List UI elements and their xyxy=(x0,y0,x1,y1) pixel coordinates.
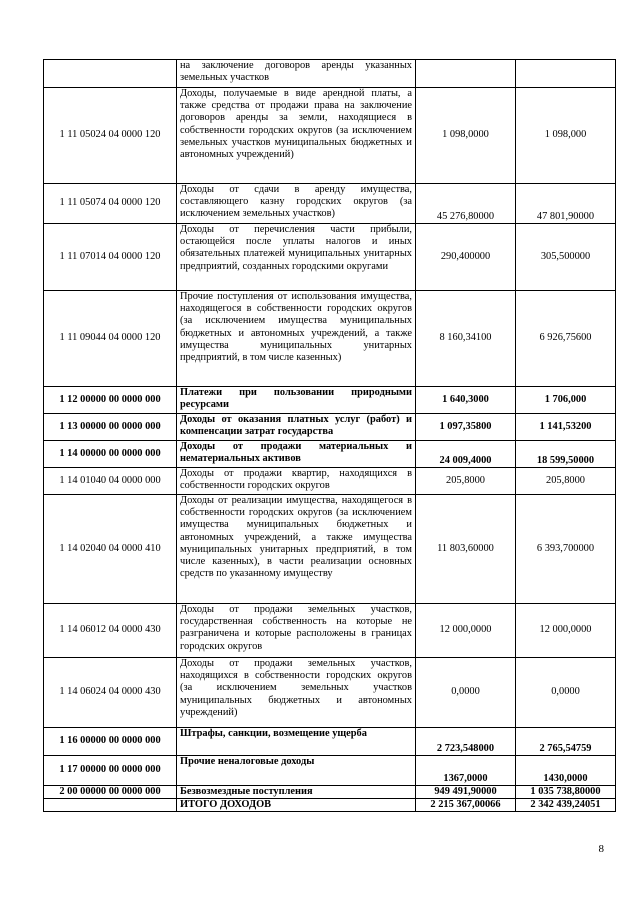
row-value-year-2: 1 141,53200 xyxy=(516,414,616,441)
row-value-year-1: 0,0000 xyxy=(416,658,516,728)
row-code: 2 00 00000 00 0000 000 xyxy=(44,786,177,799)
row-value-year-2: 12 000,0000 xyxy=(516,604,616,658)
row-code: 1 11 09044 04 0000 120 xyxy=(44,291,177,387)
row-description: Доходы от сдачи в аренду имущества, составляющего казну городских округов (за исключением земельных участков) xyxy=(177,184,416,224)
row-value-year-2: 1 706,000 xyxy=(516,387,616,414)
row-description: Доходы, получаемые в виде арендной платы, а также средства от продажи права на заключение договоров аренды за земли, находящиеся в собственности городских округов (за исключением земельных участков муниципальных бюджетных и автономных учреждений) xyxy=(177,88,416,184)
row-description: Доходы от продажи квартир, находящихся в собственности городских округов xyxy=(177,468,416,495)
row-code xyxy=(44,799,177,812)
row-code: 1 17 00000 00 0000 000 xyxy=(44,756,177,786)
row-value-year-1: 1 097,35800 xyxy=(416,414,516,441)
row-value-year-1: 1 098,0000 xyxy=(416,88,516,184)
row-value-year-2: 2 342 439,24051 xyxy=(516,799,616,812)
row-value-year-2: 205,8000 xyxy=(516,468,616,495)
page-number: 8 xyxy=(598,843,604,855)
row-description: Доходы от продажи материальных и нематериальных активов xyxy=(177,441,416,468)
table-row xyxy=(44,184,616,224)
table-row xyxy=(44,60,616,88)
row-value-year-1: 2 215 367,00066 xyxy=(416,799,516,812)
budget-income-table xyxy=(43,59,616,812)
row-description: Доходы от продажи земельных участков, находящихся в собственности городских округов (за исключением земельных участков муниципальных бюджетных и автономных учреждений) xyxy=(177,658,416,728)
table-row xyxy=(44,414,616,441)
row-code xyxy=(44,60,177,88)
table-row xyxy=(44,786,616,799)
row-value-year-1: 949 491,90000 xyxy=(416,786,516,799)
table-row xyxy=(44,756,616,786)
row-code: 1 13 00000 00 0000 000 xyxy=(44,414,177,441)
row-description: Безвозмездные поступления xyxy=(177,786,416,799)
row-code: 1 14 00000 00 0000 000 xyxy=(44,441,177,468)
table-row xyxy=(44,224,616,291)
row-value-year-2: 0,0000 xyxy=(516,658,616,728)
row-description: Прочие неналоговые доходы xyxy=(177,756,416,786)
row-value-year-2: 2 765,54759 xyxy=(516,728,616,756)
row-value-year-2: 47 801,90000 xyxy=(516,184,616,224)
row-value-year-2: 1 098,000 xyxy=(516,88,616,184)
row-description: Доходы от реализации имущества, находящегося в собственности городских округов (за исключением имущества муниципальных бюджетных и автономных учреждений, а также имущества муниципальных унитарных предприятий, в том числе казенных), в части реализации основных средств по указанному имуществу xyxy=(177,495,416,604)
row-value-year-2: 1430,0000 xyxy=(516,756,616,786)
row-value-year-1: 8 160,34100 xyxy=(416,291,516,387)
row-value-year-2: 1 035 738,80000 xyxy=(516,786,616,799)
row-code: 1 11 05074 04 0000 120 xyxy=(44,184,177,224)
row-value-year-1: 11 803,60000 xyxy=(416,495,516,604)
row-value-year-1 xyxy=(416,60,516,88)
row-value-year-1: 2 723,548000 xyxy=(416,728,516,756)
table-row xyxy=(44,495,616,604)
row-code: 1 12 00000 00 0000 000 xyxy=(44,387,177,414)
row-value-year-1: 12 000,0000 xyxy=(416,604,516,658)
row-value-year-2: 305,500000 xyxy=(516,224,616,291)
row-value-year-1: 290,400000 xyxy=(416,224,516,291)
table-row xyxy=(44,291,616,387)
row-description: Прочие поступления от использования имущества, находящегося в собственности городских округов (за исключением имущества муниципальных бюджетных и автономных учреждений, а также имущества муниципальных унитарных предприятий, в том числе казенных) xyxy=(177,291,416,387)
row-value-year-2: 6 393,700000 xyxy=(516,495,616,604)
row-value-year-2 xyxy=(516,60,616,88)
row-code: 1 16 00000 00 0000 000 xyxy=(44,728,177,756)
row-description: Доходы от перечисления части прибыли, остающейся после уплаты налогов и иных обязательных платежей муниципальных унитарных предприятий, созданных городскими округами xyxy=(177,224,416,291)
row-code: 1 14 01040 04 0000 000 xyxy=(44,468,177,495)
row-value-year-2: 6 926,75600 xyxy=(516,291,616,387)
row-value-year-1: 1367,0000 xyxy=(416,756,516,786)
row-description: Штрафы, санкции, возмещение ущерба xyxy=(177,728,416,756)
row-value-year-1: 45 276,80000 xyxy=(416,184,516,224)
row-description: ИТОГО ДОХОДОВ xyxy=(177,799,416,812)
row-description: на заключение договоров аренды указанных земельных участков xyxy=(177,60,416,88)
row-description: Платежи при пользовании природными ресурсами xyxy=(177,387,416,414)
row-code: 1 14 06024 04 0000 430 xyxy=(44,658,177,728)
row-value-year-1: 1 640,3000 xyxy=(416,387,516,414)
row-code: 1 11 07014 04 0000 120 xyxy=(44,224,177,291)
row-description: Доходы от оказания платных услуг (работ) и компенсации затрат государства xyxy=(177,414,416,441)
table-row xyxy=(44,728,616,756)
row-code: 1 14 06012 04 0000 430 xyxy=(44,604,177,658)
row-description: Доходы от продажи земельных участков, государственная собственность на которые не разграничена и которые расположены в границах городских округов xyxy=(177,604,416,658)
table-row xyxy=(44,441,616,468)
table-row xyxy=(44,387,616,414)
row-value-year-1: 24 009,4000 xyxy=(416,441,516,468)
row-value-year-1: 205,8000 xyxy=(416,468,516,495)
table-row xyxy=(44,88,616,184)
row-value-year-2: 18 599,50000 xyxy=(516,441,616,468)
table-row xyxy=(44,604,616,658)
table-row xyxy=(44,799,616,812)
table-body xyxy=(44,60,616,812)
table-row xyxy=(44,658,616,728)
table-row xyxy=(44,468,616,495)
row-code: 1 14 02040 04 0000 410 xyxy=(44,495,177,604)
row-code: 1 11 05024 04 0000 120 xyxy=(44,88,177,184)
